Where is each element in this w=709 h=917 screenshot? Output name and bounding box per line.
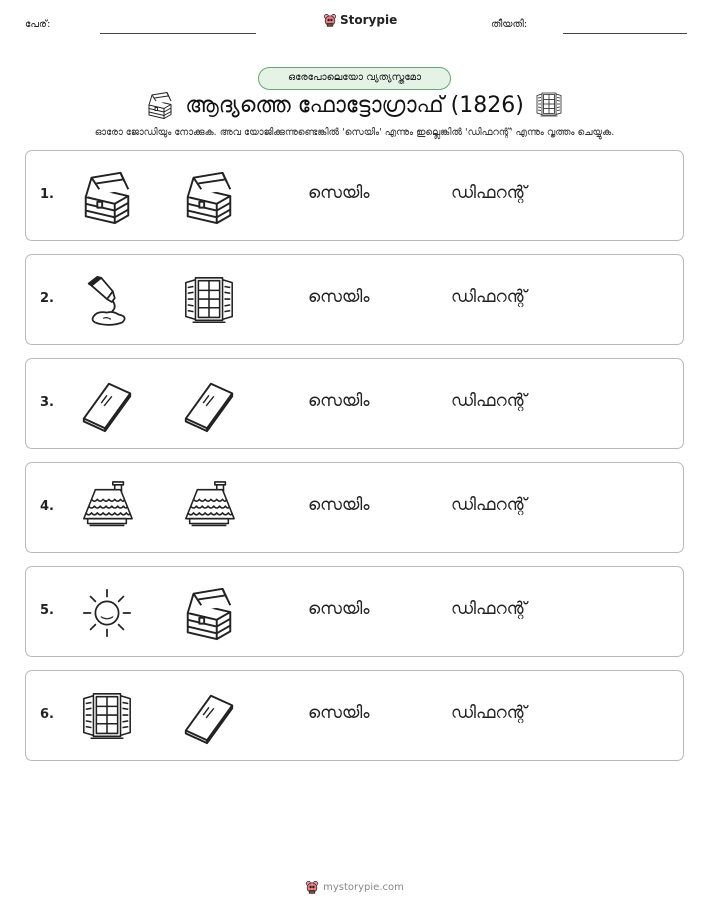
glass-plate-icon <box>78 376 136 434</box>
question-row <box>25 150 684 241</box>
storypie-logo-icon <box>305 880 319 894</box>
treasure-chest-icon <box>145 90 175 120</box>
tiled-roof-icon <box>78 480 136 538</box>
different-option[interactable]: ഡിഫറന്റ് <box>451 287 527 307</box>
question-row <box>25 670 684 761</box>
question-row <box>25 566 684 657</box>
window-icon <box>180 272 238 330</box>
question-number: 6. <box>40 707 54 722</box>
category-badge: ഒരേപോലെയോ വ്യത്യസ്തമോ <box>258 67 451 90</box>
sun-icon <box>78 584 136 642</box>
same-option[interactable]: സെയിം <box>308 599 370 619</box>
brand <box>323 13 397 27</box>
different-option[interactable]: ഡിഫറന്റ് <box>451 391 527 411</box>
footer-link[interactable]: mystorypie.com <box>323 881 404 893</box>
page-title: ആദ്യത്തെ ഫോട്ടോഗ്രാഫ് (1826) <box>185 92 524 118</box>
question-number: 2. <box>40 291 54 306</box>
question-number: 5. <box>40 603 54 618</box>
treasure-chest-icon <box>180 168 238 226</box>
treasure-chest-icon <box>180 584 238 642</box>
different-option[interactable]: ഡിഫറന്റ് <box>451 495 527 515</box>
question-number: 3. <box>40 395 54 410</box>
date-input-line[interactable] <box>563 33 687 34</box>
brand-name: Storypie <box>340 13 398 27</box>
same-option[interactable]: സെയിം <box>308 703 370 723</box>
title-row <box>0 90 709 120</box>
same-option[interactable]: സെയിം <box>308 391 370 411</box>
glass-plate-icon <box>180 688 238 746</box>
question-number: 4. <box>40 499 54 514</box>
same-option[interactable]: സെയിം <box>308 183 370 203</box>
footer <box>0 880 709 894</box>
question-row <box>25 254 684 345</box>
different-option[interactable]: ഡിഫറന്റ് <box>451 183 527 203</box>
different-option[interactable]: ഡിഫറന്റ് <box>451 703 527 723</box>
tiled-roof-icon <box>180 480 238 538</box>
treasure-chest-icon <box>78 168 136 226</box>
date-label: തീയതി: <box>491 19 528 30</box>
window-icon <box>78 688 136 746</box>
glass-plate-icon <box>180 376 238 434</box>
question-row <box>25 462 684 553</box>
same-option[interactable]: സെയിം <box>308 287 370 307</box>
question-number: 1. <box>40 187 54 202</box>
question-row <box>25 358 684 449</box>
name-input-line[interactable] <box>100 33 256 34</box>
different-option[interactable]: ഡിഫറന്റ് <box>451 599 527 619</box>
instructions: ഓരോ ജോഡിയും നോക്കുക. അവ യോജിക്കുന്നുണ്ടെങ്കിൽ 'സെയിം' എന്നും ഇല്ലെങ്കിൽ 'ഡിഫറന്റ്' എന്നും വൃത്തം ചെയ്യുക. <box>94 127 615 138</box>
spilled-bottle-icon <box>78 272 136 330</box>
window-icon <box>534 90 564 120</box>
name-label: പേര്: <box>25 19 51 30</box>
storypie-logo-icon <box>323 13 337 27</box>
same-option[interactable]: സെയിം <box>308 495 370 515</box>
